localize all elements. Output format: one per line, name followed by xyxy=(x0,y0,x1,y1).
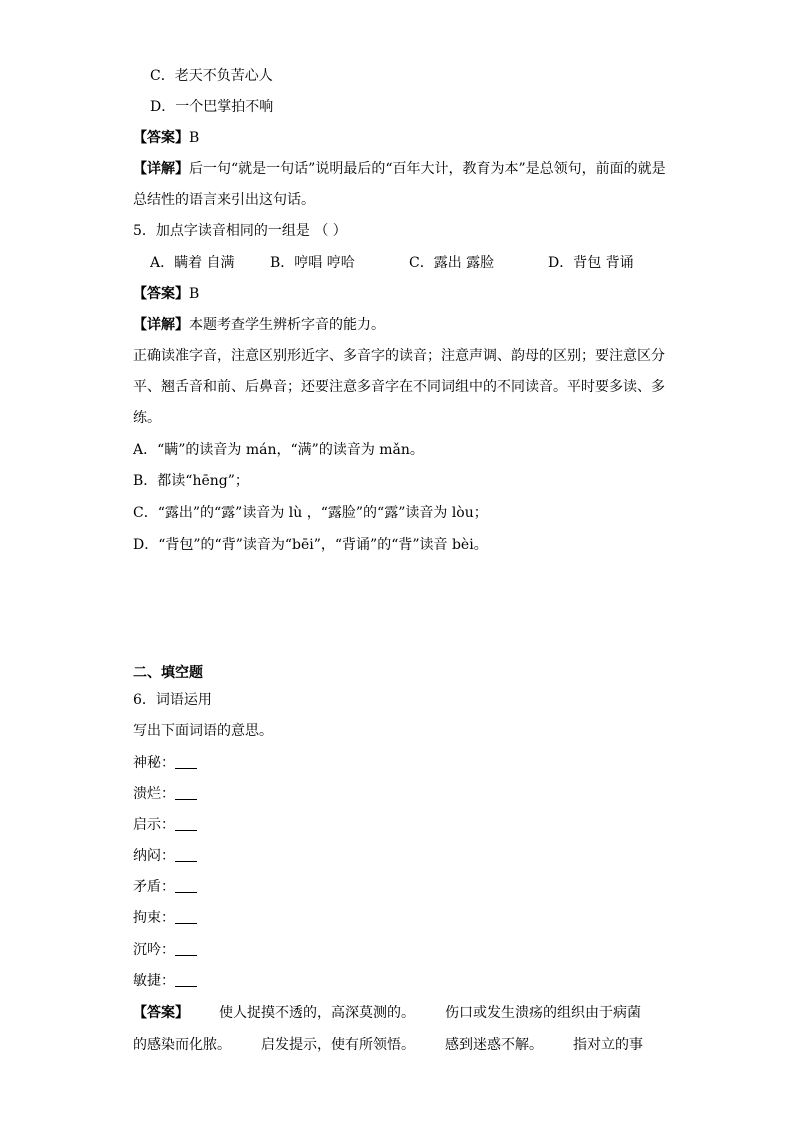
answer-value: B xyxy=(189,286,200,302)
q6-word-item xyxy=(133,908,197,928)
answer-blank[interactable] xyxy=(175,847,197,862)
word-label: 溃烂： xyxy=(133,786,175,802)
section-title: 二、填空题 xyxy=(133,665,203,681)
q4-option-c: C．老天不负苦心人 xyxy=(150,68,273,84)
q6-answer-line2 xyxy=(133,1035,643,1055)
q5-para-line2: 平、翘舌音和前、后鼻音；还要注意多音字在不同词组中的不同读音。平时要多读、多 xyxy=(133,379,665,395)
word-label: 敏捷： xyxy=(133,973,175,989)
q6-word-item xyxy=(133,940,197,960)
answer-blank[interactable] xyxy=(175,754,197,769)
q6-stem: 6．词语运用 xyxy=(133,692,212,708)
answer-blank[interactable] xyxy=(175,785,197,800)
q6-instruction: 写出下面词语的意思。 xyxy=(133,723,273,739)
answer-text: 使人捉摸不透的，高深莫测的。 xyxy=(219,1005,415,1021)
answer-blank[interactable] xyxy=(175,909,197,924)
answer-blank[interactable] xyxy=(175,941,197,956)
q6-word-item xyxy=(133,877,197,897)
answer-label: 【答案】 xyxy=(133,286,189,302)
q5-detail xyxy=(133,315,385,335)
q4-option-d: D．一个巴掌拍不响 xyxy=(150,99,274,115)
detail-text: 本题考查学生辨析字音的能力。 xyxy=(189,317,385,333)
detail-text: 后一句“就是一句话”说明最后的“百年大计，教育为本”是总领句，前面的就是 xyxy=(189,161,666,177)
answer-text: 指对立的事 xyxy=(573,1037,643,1053)
answer-blank[interactable] xyxy=(175,816,197,831)
word-label: 纳闷： xyxy=(133,848,175,864)
q4-answer xyxy=(133,128,199,148)
q5-option-c: C．露出 露脸 xyxy=(409,255,495,271)
q4-detail-line2: 总结性的语言来引出这句话。 xyxy=(133,192,315,208)
q5-para-line3: 练。 xyxy=(133,410,161,426)
q5-explain-b: B．都读“hēng”； xyxy=(133,473,249,489)
q5-answer xyxy=(133,284,199,304)
q5-option-b: B．哼唱 哼哈 xyxy=(270,255,355,271)
word-label: 启示： xyxy=(133,817,175,833)
q5-option-d: D．背包 背诵 xyxy=(548,255,634,271)
answer-blank[interactable] xyxy=(175,878,197,893)
word-label: 沉吟： xyxy=(133,942,175,958)
q6-word-item xyxy=(133,846,197,866)
word-label: 矛盾： xyxy=(133,879,175,895)
q6-word-item xyxy=(133,815,197,835)
q6-word-item xyxy=(133,753,197,773)
answer-text: 启发提示，使有所领悟。 xyxy=(261,1037,415,1053)
word-label: 神秘： xyxy=(133,755,175,771)
answer-blank[interactable] xyxy=(175,972,197,987)
answer-text: 的感染而化脓。 xyxy=(133,1037,231,1053)
answer-value: B xyxy=(189,130,200,146)
q5-explain-c: C．“露出”的“露”读音为 lù ，“露脸”的“露”读音为 lòu； xyxy=(133,505,488,521)
detail-label: 【详解】 xyxy=(133,317,189,333)
q6-word-item xyxy=(133,971,197,991)
answer-text: 伤口或发生溃疡的组织由于病菌 xyxy=(445,1005,641,1021)
q5-explain-a: A．“瞒”的读音为 mán，“满”的读音为 mǎn。 xyxy=(133,442,424,458)
word-label: 拘束： xyxy=(133,910,175,926)
answer-label: 【答案】 xyxy=(133,1005,189,1021)
q5-option-a: A．瞒着 自满 xyxy=(150,255,235,271)
q5-explain-d: D．“背包”的“背”读音为“bēi”，“背诵”的“背”读音 bèi。 xyxy=(133,537,488,553)
answer-text: 感到迷惑不解。 xyxy=(445,1037,543,1053)
answer-label: 【答案】 xyxy=(133,130,189,146)
detail-label: 【详解】 xyxy=(133,161,189,177)
q5-stem: 5．加点字读音相同的一组是 （ ） xyxy=(133,223,347,239)
q5-para-line1: 正确读准字音，注意区别形近字、多音字的读音；注意声调、韵母的区别；要注意区分 xyxy=(133,348,665,364)
q6-answer-line1 xyxy=(133,1003,641,1023)
q4-detail-line1 xyxy=(133,159,666,179)
q6-word-item xyxy=(133,784,197,804)
